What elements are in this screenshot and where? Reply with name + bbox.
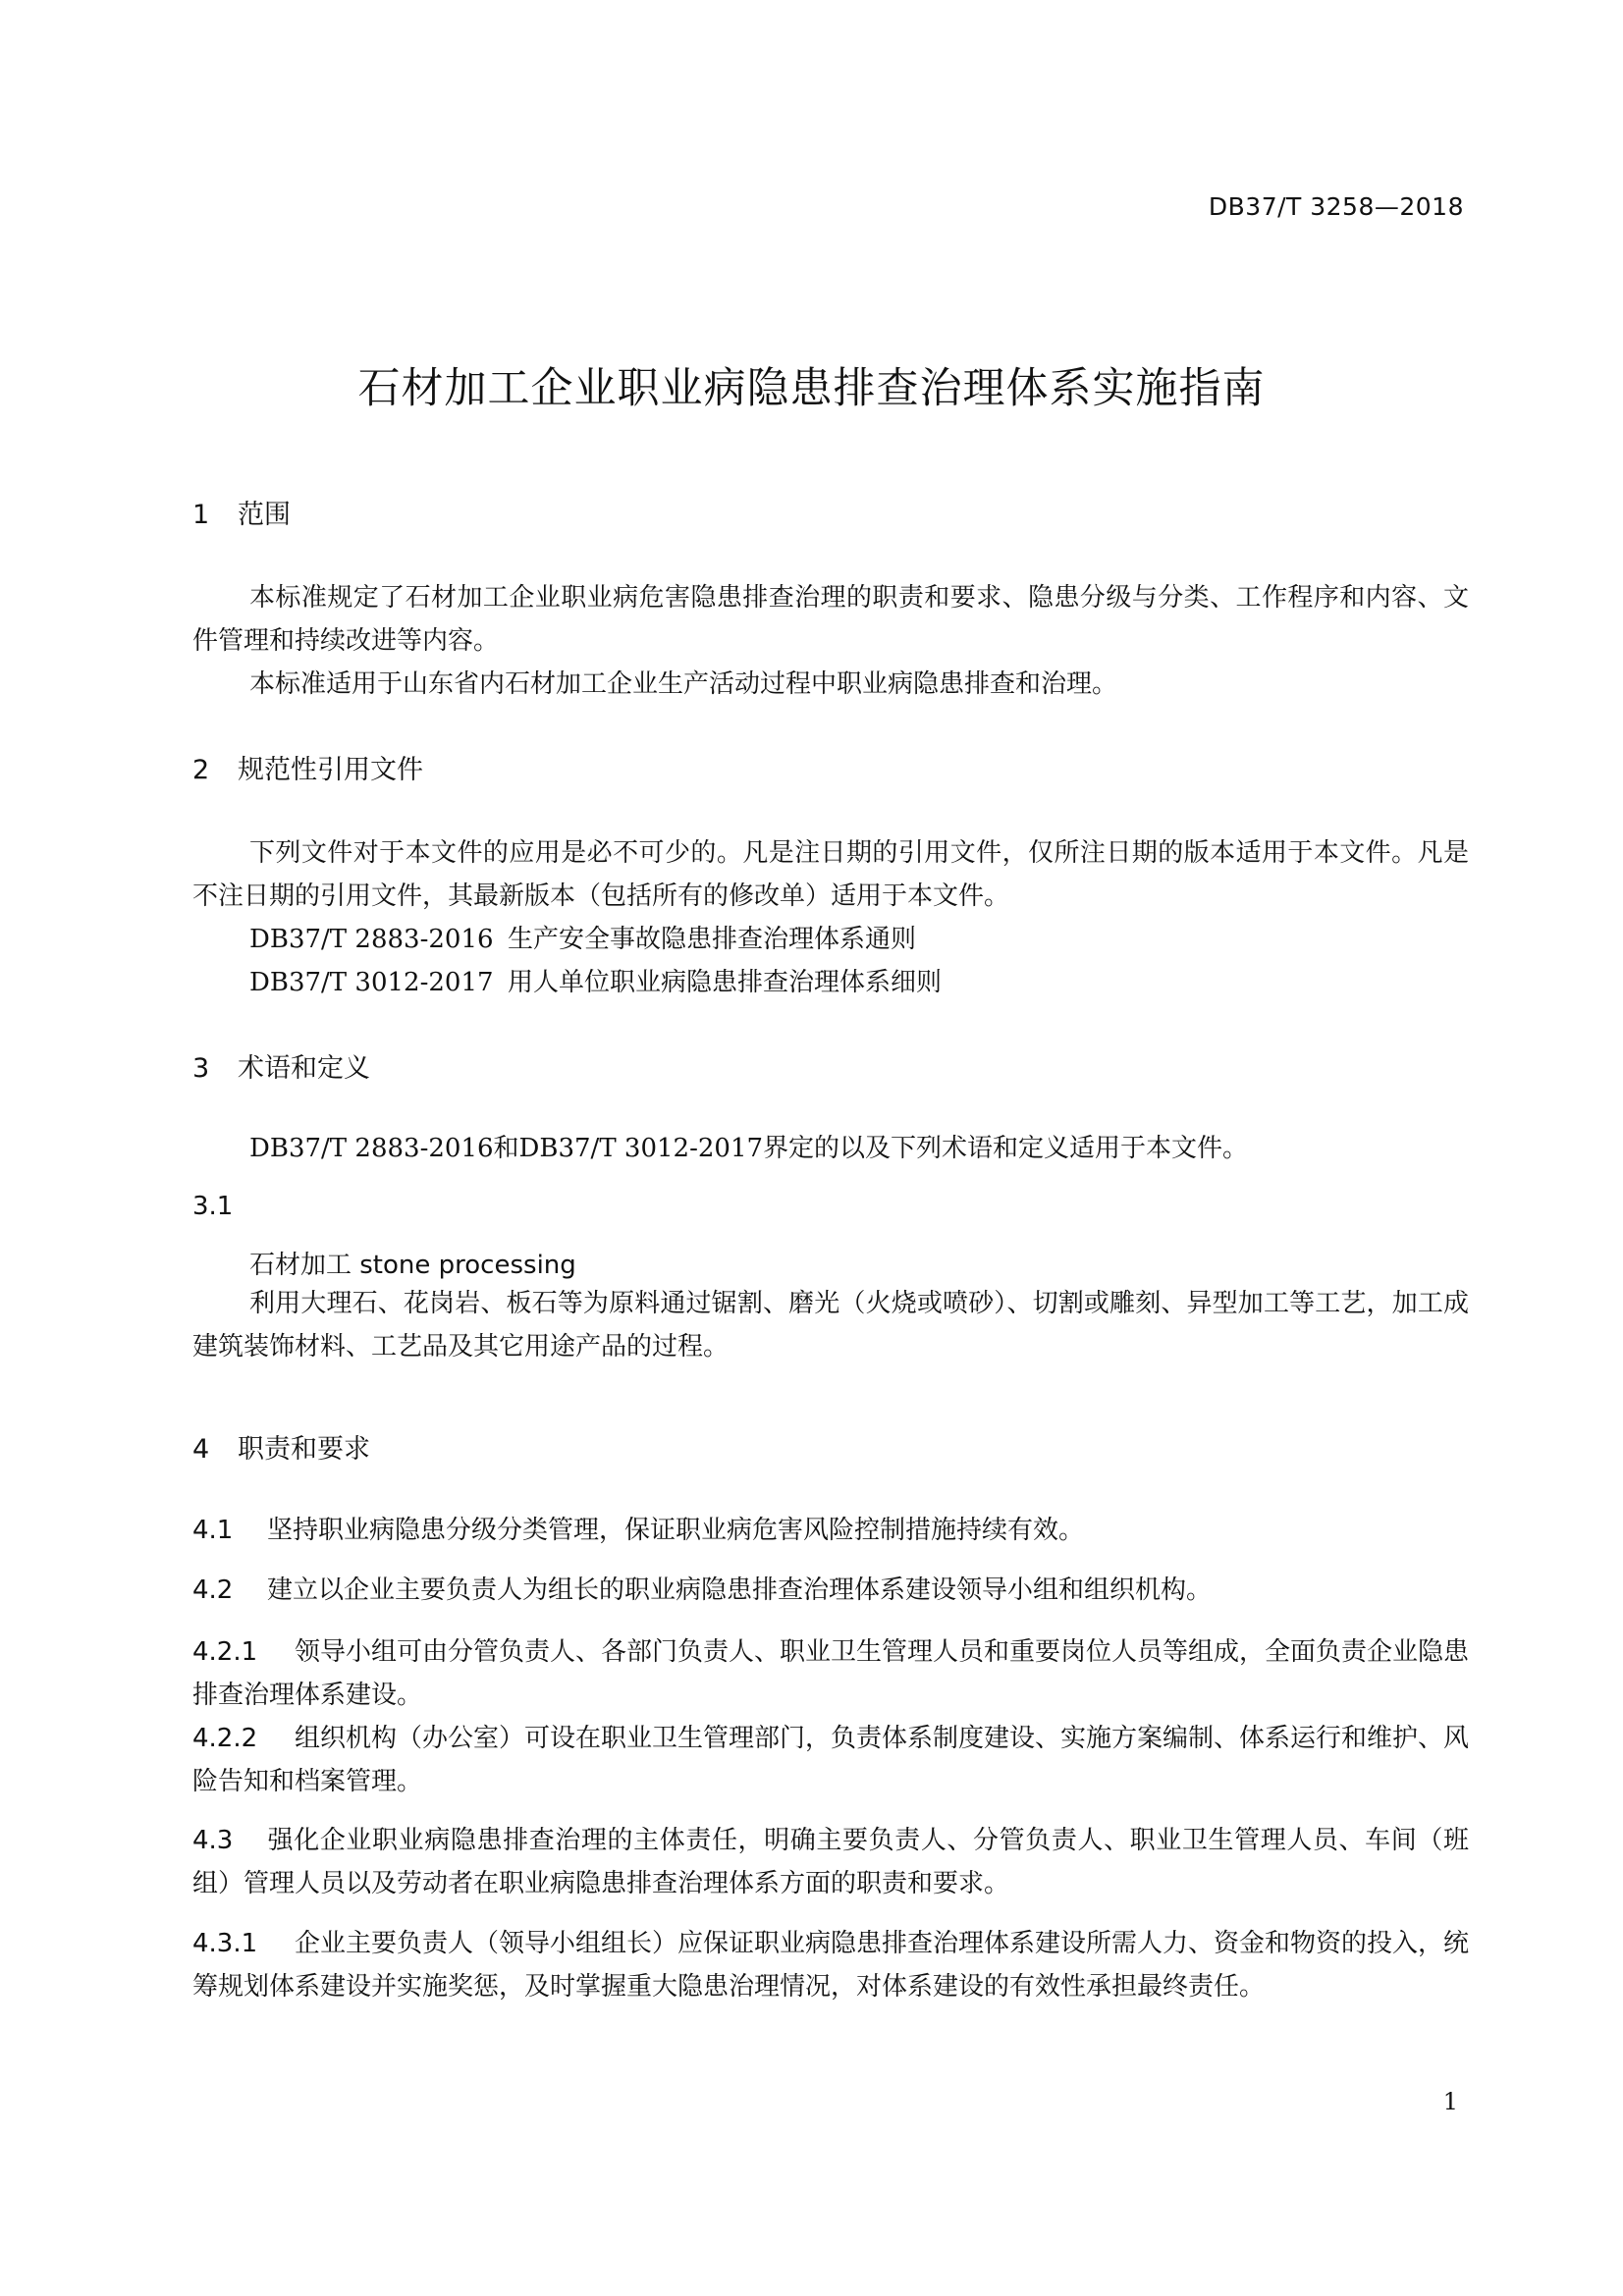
clause-number: 4.2.2 (192, 1724, 258, 1753)
paragraph: 利用大理石、花岗岩、板石等为原料通过锯割、磨光（火烧或喷砂）、切割或雕刻、异型加工等工艺，加工成建筑装饰材料、工艺品及其它用途产品的过程。 (192, 1289, 1469, 1362)
section-2-heading (192, 748, 423, 786)
paragraph: 本标准适用于山东省内石材加工企业生产活动过程中职业病隐患排查和治理。 (249, 669, 1118, 699)
clause-text: 坚持职业病隐患分级分类管理，保证职业病危害风险控制措施持续有效。 (267, 1516, 1085, 1545)
paragraph: 下列文件对于本文件的应用是必不可少的。凡是注日期的引用文件，仅所注日期的版本适用于本文件。凡是不注日期的引用文件，其最新版本（包括所有的修改单）适用于本文件。 (192, 838, 1469, 911)
clause-4-2-1 (192, 1630, 1469, 1717)
page-number: 1 (1442, 2088, 1458, 2115)
clause-number: 4.1 (192, 1516, 234, 1545)
document-code: DB37/T 3258—2018 (1208, 192, 1464, 221)
clause-4-3-1 (192, 1922, 1469, 2008)
clause-number: 4.3 (192, 1826, 234, 1855)
section-title: 职责和要求 (238, 1434, 370, 1465)
clause-4-3 (192, 1819, 1469, 1905)
clause-4-2 (192, 1569, 1469, 1612)
clause-number: 4.3.1 (192, 1929, 258, 1958)
clause-4-2-2 (192, 1717, 1469, 1803)
section-number: 4 (192, 1434, 210, 1465)
paragraph: 本标准规定了石材加工企业职业病危害隐患排查治理的职责和要求、隐患分级与分类、工作程序和内容、文件管理和持续改进等内容。 (192, 583, 1469, 656)
term-definition (192, 1282, 1469, 1368)
reference-name: 生产安全事故隐患排查治理体系通则 (508, 925, 917, 954)
clause-4-1 (192, 1509, 1469, 1552)
clause-text: 建立以企业主要负责人为组长的职业病隐患排查治理体系建设领导小组和组织机构。 (267, 1575, 1213, 1605)
section-number: 2 (192, 755, 210, 785)
section-2-body (192, 831, 1469, 1004)
clause-number: 4.2.1 (192, 1637, 258, 1667)
clause-text: 组织机构（办公室）可设在职业卫生管理部门，负责体系制度建设、实施方案编制、体系运行和维护、风险告知和档案管理。 (192, 1724, 1470, 1796)
clause-text: 领导小组可由分管负责人、各部门负责人、职业卫生管理人员和重要岗位人员等组成，全面负责企业隐患排查治理体系建设。 (192, 1637, 1470, 1710)
section-1-body (192, 576, 1469, 706)
reference-code: DB37/T 3012-2017 (249, 968, 494, 997)
clause-text: 强化企业职业病隐患排查治理的主体责任，明确主要负责人、分管负责人、职业卫生管理人员、车间（班组）管理人员以及劳动者在职业病隐患排查治理体系方面的职责和要求。 (192, 1826, 1469, 1898)
section-number: 3 (192, 1053, 210, 1084)
reference-item (192, 961, 1469, 1004)
section-title: 范围 (238, 500, 291, 530)
section-number: 1 (192, 500, 210, 530)
paragraph: DB37/T 2883-2016和DB37/T 3012-2017界定的以及下列术语和定义适用于本文件。 (249, 1134, 1249, 1163)
section-4-heading (192, 1427, 370, 1466)
section-3-heading (192, 1046, 370, 1085)
clause-text: 企业主要负责人（领导小组组长）应保证职业病隐患排查治理体系建设所需人力、资金和物资的投入，统筹规划体系建设并实施奖惩，及时掌握重大隐患治理情况，对体系建设的有效性承担最终责任。 (192, 1929, 1470, 2002)
document-title: 石材加工企业职业病隐患排查治理体系实施指南 (357, 364, 1266, 413)
reference-name: 用人单位职业病隐患排查治理体系细则 (508, 968, 943, 997)
section-1-heading (192, 493, 291, 531)
section-title: 术语和定义 (238, 1053, 370, 1084)
reference-code: DB37/T 2883-2016 (249, 925, 494, 954)
term-name: 石材加工 stone processing (249, 1251, 576, 1280)
clause-number: 4.2 (192, 1575, 234, 1605)
term-number: 3.1 (192, 1192, 234, 1221)
section-3-intro (192, 1127, 1469, 1170)
reference-item (192, 918, 1469, 961)
section-title: 规范性引用文件 (238, 755, 423, 785)
